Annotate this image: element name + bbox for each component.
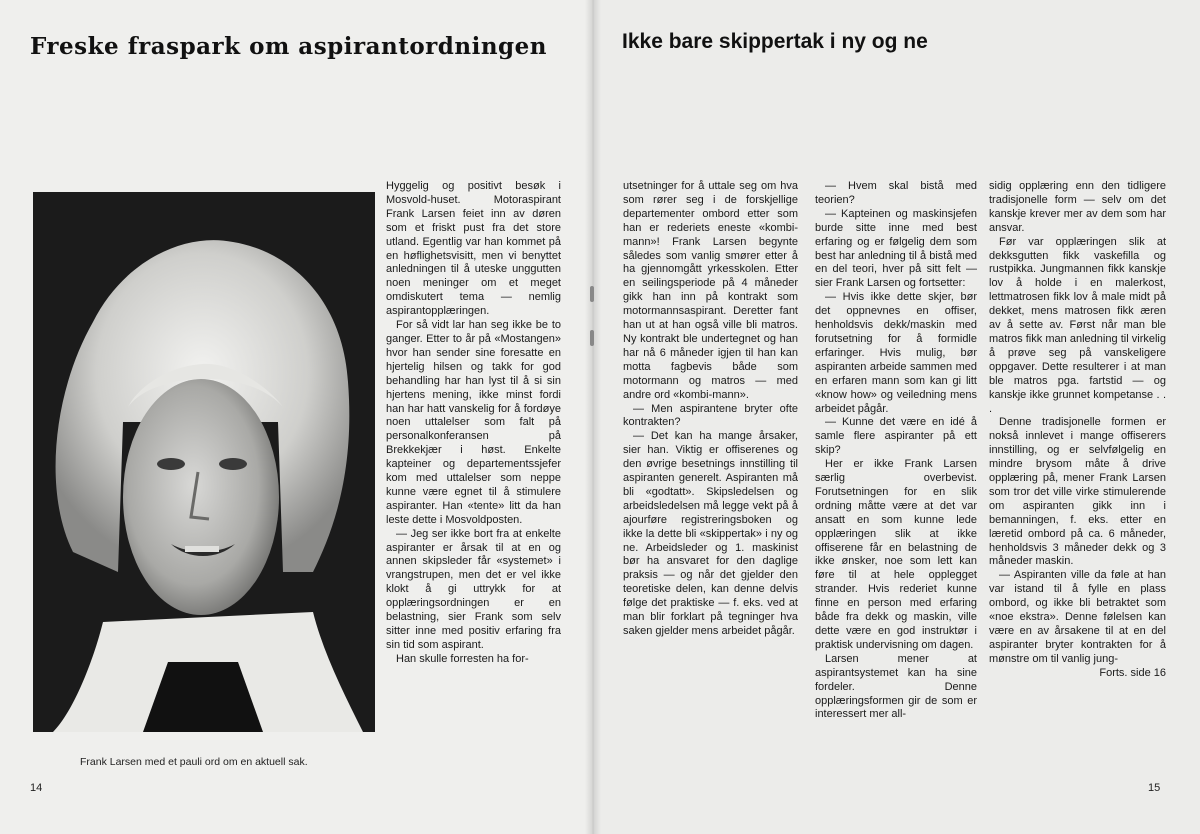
paragraph: — Hvis ikke dette skjer, bør det oppnevnes en offiser, henholdsvis dekk/maskin med forutsetning for å formidle erfaringer. Hvis mulig, bør aspiranten arbeide sammen med en erfaren mann som kan gi litt «know how» og veiledning mens arbeidet pågår. bbox=[815, 291, 977, 415]
paragraph: Han skulle forresten ha for- bbox=[396, 652, 529, 665]
paragraph: Hyggelig og positivt besøk i Mosvold-huset. Motoraspirant Frank Larsen feiet inn av døren som et friskt pust fra det store utland. Egentlig var han kommet på en høflighetsvisitt, men vi benyttet anledningen til å uteske unggutten noen meninger om et meget omdiskutert tema — nemlig aspirantopplæringen. bbox=[386, 180, 561, 318]
right-headline: Ikke bare skippertak i ny og ne bbox=[622, 30, 928, 53]
page-number-left: 14 bbox=[30, 782, 43, 794]
paragraph: — Hvem skal bistå med teorien? bbox=[815, 180, 977, 206]
paragraph: Larsen mener at aspirantsystemet kan ha sine fordeler. Denne opplæringsformen gir de som er interessert mer all- bbox=[815, 652, 977, 721]
right-page bbox=[593, 0, 1200, 834]
staple-top bbox=[590, 286, 594, 302]
right-column-3 bbox=[989, 180, 1166, 681]
left-page bbox=[0, 0, 593, 834]
photo-caption: Frank Larsen med et pauli ord om en aktuell sak. bbox=[80, 756, 308, 768]
paragraph: — Aspiranten ville da føle at han var istand til å fylle en plass ombord, og ikke bli betraktet som «noe ekstra». Denne følelsen kan være en av årsakene til at en del aspiranter bryter kontrakten for å mønstre om til vanlig jung- bbox=[989, 569, 1166, 665]
paragraph: sidig opplæring enn den tidligere tradisjonelle form — selv om det kanskje krever mer av dem som har ansvar. bbox=[989, 180, 1166, 234]
staple-bottom bbox=[590, 330, 594, 346]
page-gutter bbox=[585, 0, 601, 834]
right-column-1 bbox=[623, 180, 798, 639]
paragraph: — Kunne det være en idé å samle flere aspiranter på ett skip? bbox=[815, 416, 977, 457]
paragraph: Her er ikke Frank Larsen særlig overbevist. Forutsetningen for en slik ordning måtte være at det var ansatt en som kunne lede opplæringen slik at ikke offiserene får en belastning de ikke ønsker, noe som lett kan føre til at hele opplegget strander. Hvis rederiet kunne finne en person med erfaring både fra dekk og maskin, ville dette være en god instruktør i praktisk undervisning om dagen. bbox=[815, 458, 977, 651]
paragraph: — Kapteinen og maskinsjefen burde sitte inne med best erfaring og er følgelig dem som best har anledning til å bistå med en del teori, hver på sitt felt — sier Frank Larsen og fortsetter: bbox=[815, 207, 977, 290]
paragraph: Denne tradisjonelle formen er nokså innlevet i mange offiserers innstilling, og er selvfølgelig en mindre brysom måte å drive opplæring på, mener Frank Larsen som tror det ville virke stimulerende om aspiranten gikk inn i bemanningen, f. eks. etter en læretid ombord på ca. 6 måneder, henholdsvis 3 måneder dekk og 3 måneder maskin. bbox=[989, 416, 1166, 568]
paragraph: — Jeg ser ikke bort fra at enkelte aspiranter er årsak til at en og annen skipsleder får «systemet» i vrangstrupen, men det er vel ikke klokt å gi uttrykk for at opplæringsordningen er en belastning, sier Frank som selv sitter inne med positiv erfaring fra sin tid som aspirant. bbox=[386, 527, 561, 651]
portrait-photo bbox=[33, 192, 375, 732]
paragraph: utsetninger for å uttale seg om hva som rører seg i de forskjellige departementer ombord etter som han er rederiets eneste «kombi-mann»! Frank Larsen begynte således som vanlig smører etter å ha gjennomgått yrkesskolen. Etter en seilingsperiode på 4 måneder gikk han inn på kontrakt som motormannsaspirant. Deretter fant han ut at han også ville bli matros. Ny kontrakt ble undertegnet og han har nå 6 måneder igjen til han kan motta fagbevis både som motormann og matros — med andre ord «kombi-mann». bbox=[623, 180, 798, 401]
left-headline: Freske fraspark om aspirantordningen bbox=[30, 33, 547, 60]
paragraph: Før var opplæringen slik at dekksgutten fikk vaskefilla og rustpikka. Jungmannen fikk kanskje lov å holde i en malerkost, lettmatrosen fikk lov å male midt på dekket, mens matrosen fikk æren av å sette av. Først når man ble matros fikk man anledning til virkelig å prøve seg på vanskeligere oppgaver. Dette resulterer i at man ble matros pga. fartstid — og kanskje ikke grunnet kompetanse . . . bbox=[989, 235, 1166, 415]
continued-note: Forts. side 16 bbox=[1099, 666, 1166, 679]
right-column-2 bbox=[815, 180, 977, 722]
left-column bbox=[386, 180, 561, 667]
page-number-right: 15 bbox=[1148, 782, 1161, 794]
paragraph: — Men aspirantene bryter ofte kontrakten? bbox=[623, 402, 798, 429]
paragraph: For så vidt lar han seg ikke be to ganger. Etter to år på «Mostangen» hvor han sender sine foresatte en hjertelig hilsen og takk for god behandling har han lyst til å si sin hjertens mening, ikke minst fordi han har hatt vanskelig for å fordøye noen uttalelser som falt på personalkonferansen på Brekkekjær i høst. Enkelte kapteiner og departementssjefer kom med uttalelser som neppe kunne være egnet til å stimulere aspiranter. Han «tente» litt da han leste dette i Mosvoldposten. bbox=[386, 319, 561, 526]
paragraph: — Det kan ha mange årsaker, sier han. Viktig er offiserenes og den øvrige besetnings innstilling til aspiranten generelt. Aspiranten må bli «godtatt». Skipsledelsen og arbeidsledelsen må legge vekt på å ajourføre registreringsboken og ikke la dette bli «skippertak» i ny og ne. Arbeidsleder og 1. maskinist bør ha ansvaret for den daglige praksis — og når det gjelder den teoretiske delen, kan denne delvis følge det praktiske — f. eks. ved at man blir forklart på tegninger hva saken gjelder mens arbeidet pågår. bbox=[623, 430, 798, 637]
